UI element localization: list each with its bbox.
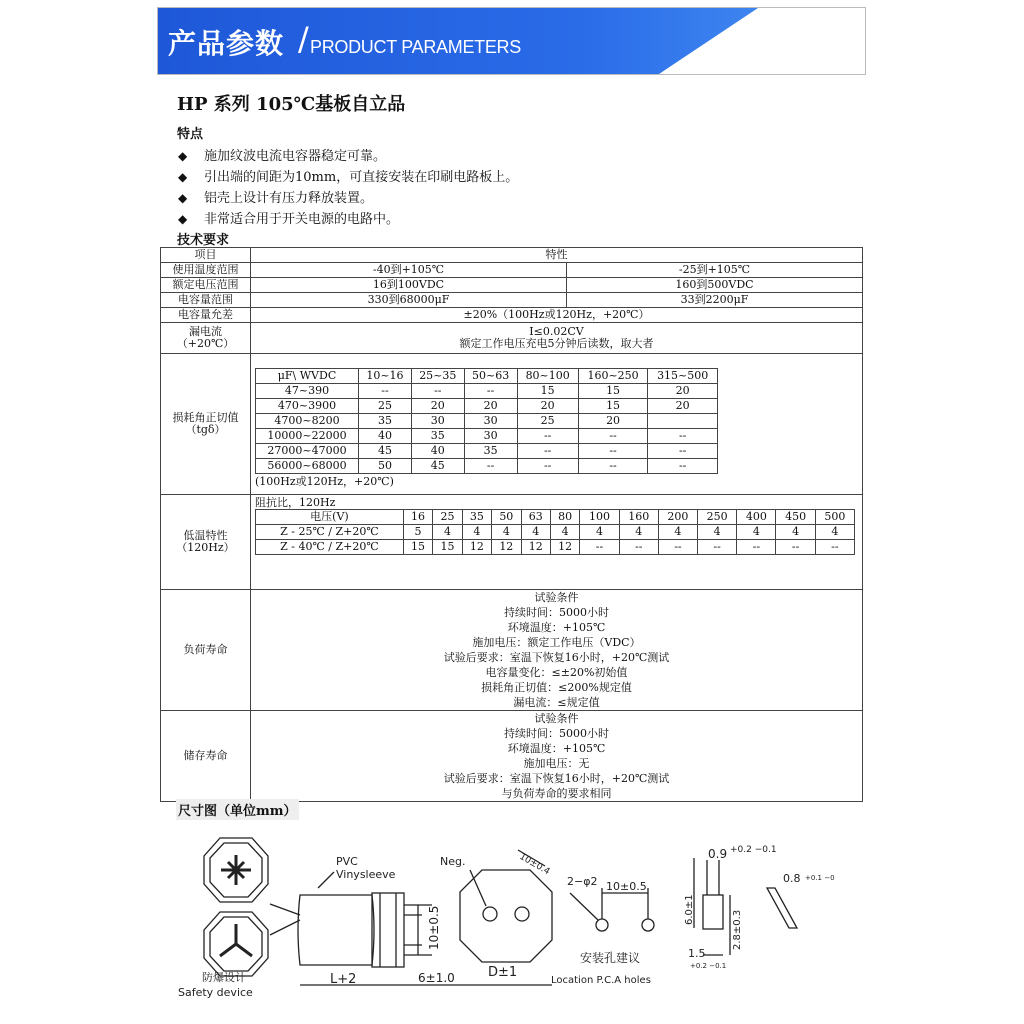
- pcb-hole-left: [596, 919, 608, 931]
- table-cell: --: [517, 444, 578, 459]
- label-1-5: 1.5: [688, 947, 706, 960]
- table-cell: Z - 40℃ / Z+20℃: [256, 540, 404, 555]
- feature-text: 引出端的间距为10mm，可直接安装在印刷电路板上。: [204, 170, 519, 185]
- voltage-a: 16到100VDC: [251, 278, 567, 293]
- table-cell: 15: [578, 384, 648, 399]
- table-cell: 25~35: [411, 369, 464, 384]
- table-cell: --: [517, 459, 578, 474]
- label-0-8-tol: +0.1 −0: [805, 874, 835, 882]
- table-cell: 25: [433, 510, 462, 525]
- table-cell: 4: [462, 525, 491, 540]
- table-cell: 20: [517, 399, 578, 414]
- table-cell: 25: [359, 399, 412, 414]
- table-cell: 250: [698, 510, 737, 525]
- table-cell: 20: [648, 399, 718, 414]
- storage-label: 储存寿命: [161, 711, 251, 802]
- table-cell: 4: [815, 525, 854, 540]
- table-cell: 15: [403, 540, 432, 555]
- table-cell: 500: [815, 510, 854, 525]
- dim-heading: 尺寸图（单位mm）: [176, 799, 299, 820]
- table-cell: --: [776, 540, 815, 555]
- cap-a: 330到68000μF: [251, 293, 567, 308]
- table-cell: 电压(V): [256, 510, 404, 525]
- table-cell: μF\ WVDC: [256, 369, 359, 384]
- install-cn: 安装孔建议: [580, 951, 641, 965]
- table-cell: --: [578, 444, 648, 459]
- table-cell: 20: [411, 399, 464, 414]
- table-cell: 30: [464, 414, 517, 429]
- temp-label: 使用温度范围: [161, 263, 251, 278]
- table-cell: 47~390: [256, 384, 359, 399]
- table-cell: 25: [517, 414, 578, 429]
- table-cell: 20: [464, 399, 517, 414]
- table-cell: 27000~47000: [256, 444, 359, 459]
- table-cell: 160~250: [578, 369, 648, 384]
- table-cell: 4: [776, 525, 815, 540]
- lowtemp-intro: 阻抗比，120Hz: [255, 496, 336, 509]
- condition-line: 试验后要求：室温下恢复16小时，+20℃测试: [443, 772, 670, 785]
- header-char: 特性: [251, 248, 863, 263]
- table-cell: 20: [578, 414, 648, 429]
- table-cell: 35: [359, 414, 412, 429]
- features-heading: 特点: [177, 127, 204, 142]
- label-vinyl: Vinysleeve: [336, 868, 396, 881]
- table-cell: --: [578, 459, 648, 474]
- table-cell: 30: [411, 414, 464, 429]
- table-cell: 4: [521, 525, 550, 540]
- bullet-icon: ◆: [178, 212, 188, 226]
- temp-a: -40到+105℃: [251, 263, 567, 278]
- header-item: 项目: [161, 248, 251, 263]
- table-cell: 80~100: [517, 369, 578, 384]
- table-cell: 200: [658, 510, 697, 525]
- lowtemp-label-1: 低温特性: [183, 528, 228, 542]
- table-cell: 400: [737, 510, 776, 525]
- table-cell: 4: [492, 525, 521, 540]
- banner-slash: /: [298, 20, 309, 58]
- condition-line: 损耗角正切值：≤200%规定值: [481, 681, 632, 694]
- feature-text: 施加纹波电流电容器稳定可靠。: [204, 149, 387, 164]
- leak-label-1: 漏电流: [189, 324, 222, 338]
- table-cell: --: [815, 540, 854, 555]
- table-cell: 10000~22000: [256, 429, 359, 444]
- table-cell: 35: [411, 429, 464, 444]
- table-cell: 4700~8200: [256, 414, 359, 429]
- bullet-icon: ◆: [178, 191, 188, 205]
- condition-line: 施加电压：额定工作电压（VDC）: [472, 636, 641, 649]
- capacitor-top-view: [460, 870, 552, 962]
- table-cell: 4: [737, 525, 776, 540]
- leak-label-2: （+20℃）: [176, 337, 235, 350]
- label-diameter: D±1: [488, 965, 518, 980]
- condition-line: 施加电压：无: [523, 757, 590, 770]
- table-cell: 12: [550, 540, 579, 555]
- banner-title-en: PRODUCT PARAMETERS: [310, 37, 521, 57]
- table-cell: 45: [359, 444, 412, 459]
- table-cell: 63: [521, 510, 550, 525]
- table-cell: 50~63: [464, 369, 517, 384]
- table-cell: 450: [776, 510, 815, 525]
- table-cell: 40: [411, 444, 464, 459]
- table-cell: 12: [462, 540, 491, 555]
- feature-text: 非常适合用于开关电源的电路中。: [204, 212, 400, 227]
- table-cell: 4: [433, 525, 462, 540]
- tol-label: 电容量允差: [161, 308, 251, 323]
- pcb-hole-right: [642, 919, 654, 931]
- table-cell: 16: [403, 510, 432, 525]
- table-cell: 40: [359, 429, 412, 444]
- table-cell: --: [737, 540, 776, 555]
- table-cell: 50: [492, 510, 521, 525]
- table-cell: --: [658, 540, 697, 555]
- table-cell: --: [578, 429, 648, 444]
- table-cell: 20: [648, 384, 718, 399]
- tan-label-1: 损耗角正切值: [172, 410, 239, 424]
- label-two-phi: 2−φ2: [567, 875, 598, 888]
- table-cell: 4: [658, 525, 697, 540]
- page-title: HP 系列 105℃基板自立品: [177, 94, 406, 115]
- table-cell: 5: [403, 525, 432, 540]
- capacitor-body: [298, 895, 374, 965]
- label-six: 6±1.0: [418, 971, 455, 985]
- table-cell: 35: [462, 510, 491, 525]
- table-cell: 45: [411, 459, 464, 474]
- label-ten-small: 10±0.4: [517, 851, 552, 878]
- label-0-8: 0.8: [783, 872, 801, 885]
- condition-line: 试验条件: [534, 712, 579, 725]
- tan-note: (100Hz或120Hz，+20℃): [255, 475, 394, 488]
- pvc-sleeve: [372, 893, 404, 967]
- table-cell: 15: [578, 399, 648, 414]
- condition-line: 环境温度：+105℃: [507, 621, 606, 634]
- table-cell: 15: [517, 384, 578, 399]
- tan-label-2: （tgδ）: [185, 423, 226, 436]
- table-cell: 470~3900: [256, 399, 359, 414]
- lead-bend: [767, 888, 797, 928]
- condition-line: 电容量变化：≤±20%初始值: [485, 666, 628, 679]
- table-cell: --: [648, 444, 718, 459]
- table-cell: --: [517, 429, 578, 444]
- label-ten-horizontal: 10±0.5: [606, 880, 647, 893]
- cap-b: 33到2200μF: [567, 293, 863, 308]
- lowtemp-label-2: （120Hz）: [176, 541, 235, 554]
- table-cell: 80: [550, 510, 579, 525]
- table-cell: 4: [619, 525, 658, 540]
- table-cell: 56000~68000: [256, 459, 359, 474]
- condition-line: 试验后要求：室温下恢复16小时，+20℃测试: [443, 651, 670, 664]
- leak-line-2: 额定工作电压充电5分钟后读数，取大者: [459, 337, 654, 350]
- label-ten-vertical: 10±0.5: [427, 905, 441, 950]
- table-cell: 4: [550, 525, 579, 540]
- label-neg: Neg.: [440, 855, 466, 868]
- voltage-label: 额定电压范围: [161, 278, 251, 293]
- safety-en: Safety device: [178, 986, 253, 999]
- tech-heading: 技术要求: [177, 233, 230, 248]
- table-cell: 100: [580, 510, 619, 525]
- table-cell: 4: [580, 525, 619, 540]
- condition-line: 持续时间：5000小时: [504, 727, 609, 740]
- condition-line: 与负荷寿命的要求相同: [501, 787, 612, 800]
- table-cell: --: [464, 384, 517, 399]
- condition-line: 环境温度：+105℃: [507, 742, 606, 755]
- table-cell: 15: [433, 540, 462, 555]
- bullet-icon: ◆: [178, 170, 188, 184]
- label-6-0: 6.0±1: [684, 894, 695, 925]
- label-1-5-tol: +0.2 −0.1: [690, 962, 727, 970]
- label-0-9: 0.9: [708, 847, 728, 861]
- table-cell: 50: [359, 459, 412, 474]
- temp-b: -25到+105℃: [567, 263, 863, 278]
- table-cell: 160: [619, 510, 658, 525]
- label-0-9-tol: +0.2 −0.1: [730, 845, 777, 855]
- table-cell: 4: [698, 525, 737, 540]
- label-pvc: PVC: [336, 855, 358, 868]
- leak-line-1: I≤0.02CV: [529, 324, 584, 338]
- table-cell: --: [648, 429, 718, 444]
- label-2-8: 2.8±0.3: [732, 909, 743, 950]
- negative-terminal: [483, 907, 497, 921]
- table-cell: --: [411, 384, 464, 399]
- condition-line: 漏电流：≤规定值: [513, 696, 600, 709]
- bullet-icon: ◆: [178, 149, 188, 163]
- table-cell: 35: [464, 444, 517, 459]
- table-cell: 10~16: [359, 369, 412, 384]
- banner-title-cn: 产品参数: [168, 27, 285, 60]
- safety-cn: 防爆设计: [202, 971, 246, 984]
- table-cell: --: [580, 540, 619, 555]
- voltage-b: 160到500VDC: [567, 278, 863, 293]
- condition-line: 试验条件: [534, 591, 579, 604]
- table-cell: --: [464, 459, 517, 474]
- table-cell: --: [359, 384, 412, 399]
- feature-text: 铝壳上设计有压力释放装置。: [204, 191, 374, 206]
- install-en: Location P.C.A holes: [551, 975, 651, 986]
- table-cell: --: [648, 459, 718, 474]
- table-cell: --: [619, 540, 658, 555]
- table-cell: 12: [521, 540, 550, 555]
- tol-value: ±20%（100Hz或120Hz，+20℃）: [251, 308, 863, 323]
- cap-label: 电容量范围: [161, 293, 251, 308]
- label-length: L+2: [330, 972, 357, 987]
- table-cell: 315~500: [648, 369, 718, 384]
- terminal-detail: [703, 895, 723, 929]
- table-cell: Z - 25℃ / Z+20℃: [256, 525, 404, 540]
- condition-line: 持续时间：5000小时: [504, 606, 609, 619]
- load-label: 负荷寿命: [161, 590, 251, 711]
- table-cell: 30: [464, 429, 517, 444]
- table-cell: 12: [492, 540, 521, 555]
- positive-terminal: [515, 907, 529, 921]
- table-cell: --: [698, 540, 737, 555]
